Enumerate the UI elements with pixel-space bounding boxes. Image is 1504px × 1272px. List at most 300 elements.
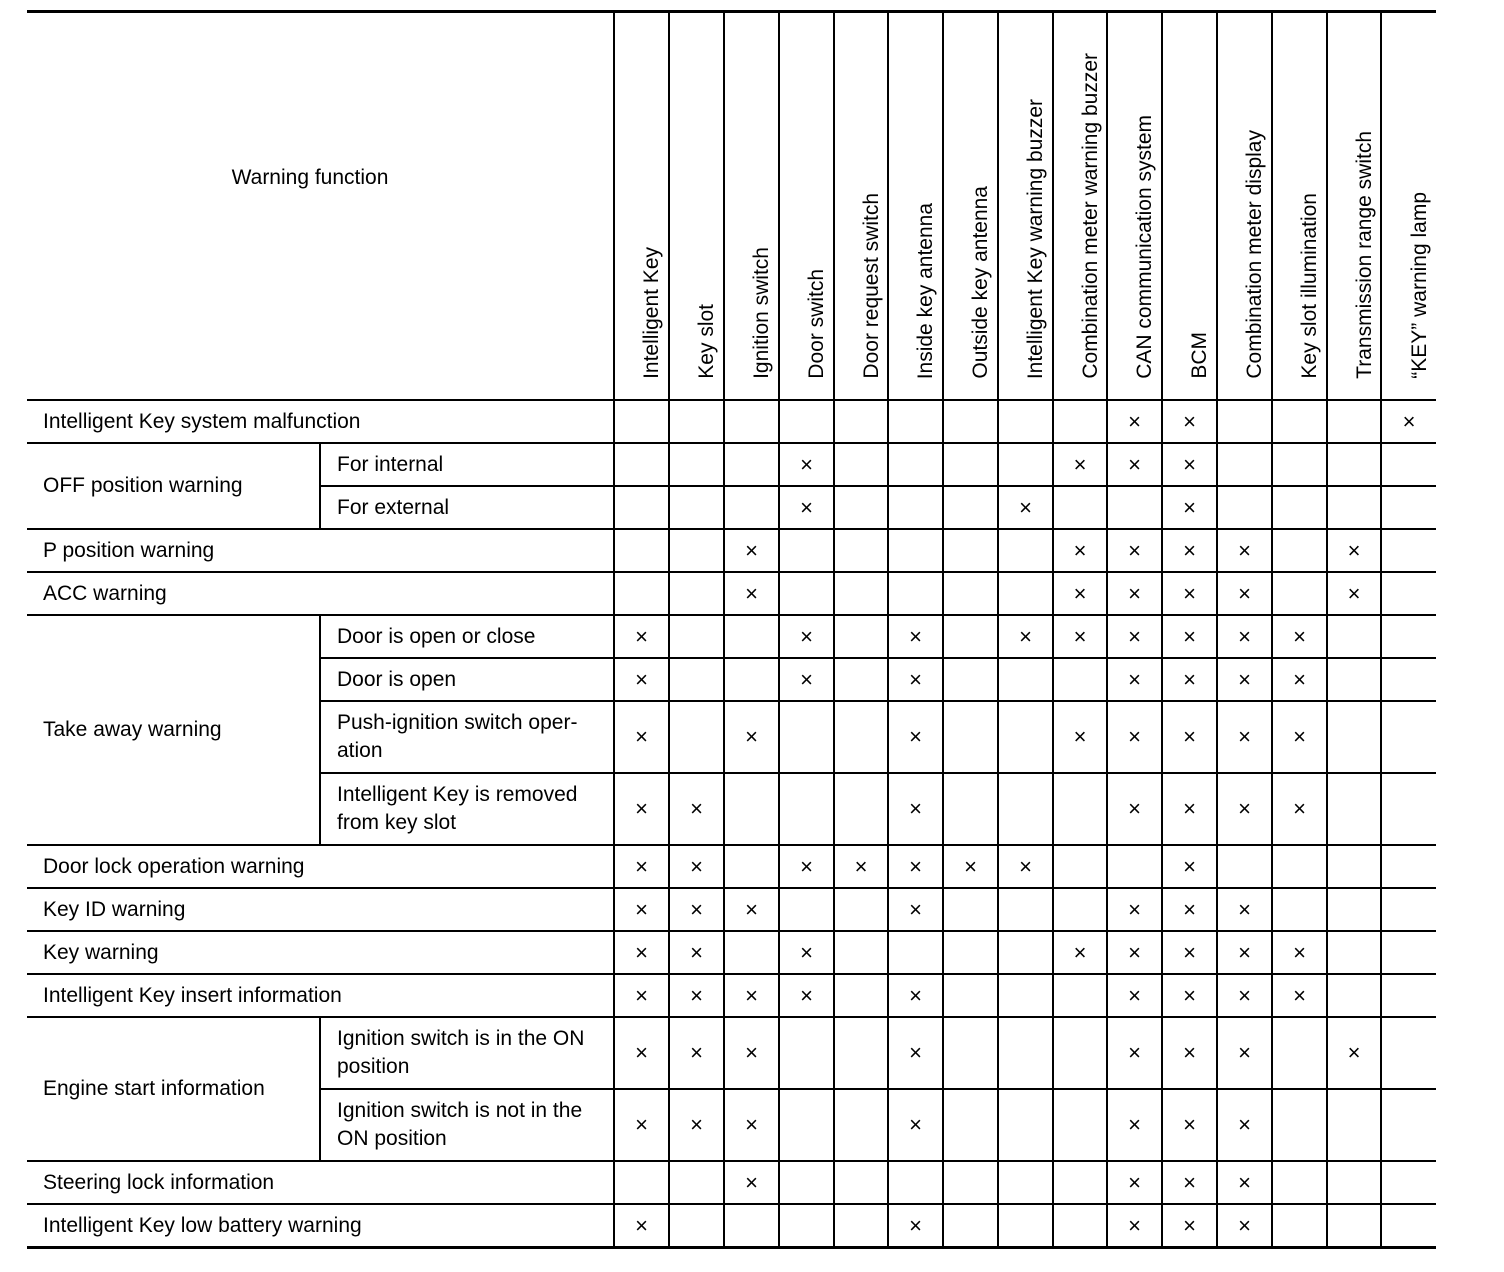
empty-cell [998,1017,1053,1089]
empty-cell [1327,1161,1381,1204]
table-row [27,572,1436,615]
mark-cell: × [614,615,669,658]
row-label: Steering lock information [27,1161,614,1204]
empty-cell [1381,615,1436,658]
mark-cell: × [669,845,724,888]
table-row [27,931,1436,974]
mark-cell: × [724,888,779,931]
empty-cell [614,1161,669,1204]
mark-cell: × [724,701,779,773]
mark-cell: × [1162,845,1217,888]
mark-cell: × [724,1017,779,1089]
mark-cell: × [1107,572,1162,615]
empty-cell [888,572,943,615]
empty-cell [1381,773,1436,845]
empty-cell [1107,845,1162,888]
empty-cell [998,1089,1053,1161]
mark-cell: × [614,931,669,974]
column-header-label: Transmission range switch [1352,131,1376,379]
mark-cell: × [888,615,943,658]
mark-cell: × [779,845,834,888]
mark-cell: × [779,658,834,701]
mark-cell: × [614,888,669,931]
empty-cell [943,1017,998,1089]
empty-cell [1053,1204,1107,1248]
table-row [27,443,1436,486]
empty-cell [1053,486,1107,529]
empty-cell [998,974,1053,1017]
mark-cell: × [1327,1017,1381,1089]
mark-cell: × [669,1089,724,1161]
column-header-label: Combination meter warning buzzer [1078,53,1102,379]
table-row [27,529,1436,572]
mark-cell: × [1107,701,1162,773]
column-header-label: Intelligent Key [640,247,663,379]
mark-cell: × [1107,773,1162,845]
mark-cell: × [943,845,998,888]
empty-cell [669,486,724,529]
mark-cell: × [1053,931,1107,974]
empty-cell [1327,443,1381,486]
mark-cell: × [1107,974,1162,1017]
mark-cell: × [1217,1089,1272,1161]
table-body [27,400,1436,1248]
mark-cell: × [888,658,943,701]
empty-cell [1272,529,1327,572]
mark-cell: × [669,773,724,845]
empty-cell [834,1089,888,1161]
mark-cell: × [1162,572,1217,615]
empty-cell [943,1089,998,1161]
warning-function-table-container [27,10,1435,1247]
empty-cell [1327,658,1381,701]
mark-cell: × [724,572,779,615]
empty-cell [943,443,998,486]
mark-cell: × [779,443,834,486]
empty-cell [779,888,834,931]
empty-cell [1327,615,1381,658]
mark-cell: × [779,974,834,1017]
mark-cell: × [1053,701,1107,773]
empty-cell [669,1161,724,1204]
empty-cell [614,443,669,486]
column-header [834,12,888,401]
empty-cell [1381,486,1436,529]
column-header-label: Combination meter display [1243,130,1266,379]
mark-cell: × [1162,1089,1217,1161]
row-label: P position warning [27,529,614,572]
mark-cell: × [1162,888,1217,931]
mark-cell: × [669,931,724,974]
empty-cell [834,1161,888,1204]
mark-cell: × [1053,572,1107,615]
column-header-label: Outside key antenna [969,186,992,379]
column-header [1162,12,1217,401]
empty-cell [834,658,888,701]
empty-cell [1272,888,1327,931]
mark-cell: × [669,1017,724,1089]
empty-cell [834,888,888,931]
mark-cell: × [1217,974,1272,1017]
mark-cell: × [1272,701,1327,773]
empty-cell [834,773,888,845]
row-sub-label: For internal [320,443,614,486]
column-header-label: BCM [1188,332,1211,379]
empty-cell [1327,1204,1381,1248]
mark-cell: × [1107,529,1162,572]
empty-cell [888,931,943,974]
mark-cell: × [1217,529,1272,572]
column-header-label: Key slot [695,304,718,379]
mark-cell: × [1162,443,1217,486]
empty-cell [888,1161,943,1204]
empty-cell [1272,1161,1327,1204]
column-header [1107,12,1162,401]
mark-cell: × [1107,443,1162,486]
empty-cell [998,658,1053,701]
empty-cell [998,400,1053,443]
mark-cell: × [1162,658,1217,701]
mark-cell: × [998,615,1053,658]
empty-cell [943,1161,998,1204]
empty-cell [779,701,834,773]
empty-cell [1327,845,1381,888]
empty-cell [943,615,998,658]
row-label: ACC warning [27,572,614,615]
mark-cell: × [614,845,669,888]
empty-cell [669,529,724,572]
empty-cell [724,658,779,701]
empty-cell [1381,1161,1436,1204]
empty-cell [998,1204,1053,1248]
row-label: Door lock operation warning [27,845,614,888]
mark-cell: × [834,845,888,888]
column-header [943,12,998,401]
empty-cell [724,931,779,974]
empty-cell [1053,658,1107,701]
empty-cell [888,443,943,486]
empty-cell [1053,1161,1107,1204]
mark-cell: × [888,773,943,845]
empty-cell [834,615,888,658]
mark-cell: × [1053,615,1107,658]
empty-cell [1327,888,1381,931]
mark-cell: × [888,845,943,888]
row-sub-label: For external [320,486,614,529]
mark-cell: × [1217,615,1272,658]
empty-cell [1381,1204,1436,1248]
empty-cell [724,845,779,888]
mark-cell: × [1107,931,1162,974]
row-group-label: Engine start information [27,1017,320,1161]
empty-cell [724,1204,779,1248]
table-row [27,400,1436,443]
column-header-label: Intelligent Key warning buzzer [1024,98,1047,379]
empty-cell [1327,400,1381,443]
column-header [998,12,1053,401]
mark-cell: × [724,1161,779,1204]
empty-cell [779,400,834,443]
mark-cell: × [1217,701,1272,773]
empty-cell [779,1089,834,1161]
mark-cell: × [1162,1161,1217,1204]
mark-cell: × [669,974,724,1017]
mark-cell: × [1327,572,1381,615]
column-header [1327,12,1381,401]
mark-cell: × [1107,1089,1162,1161]
table-row [27,1017,1436,1089]
empty-cell [998,443,1053,486]
empty-cell [1381,443,1436,486]
empty-cell [834,701,888,773]
empty-cell [1272,400,1327,443]
mark-cell: × [614,773,669,845]
table-row [27,845,1436,888]
table-row [27,1204,1436,1248]
empty-cell [1217,486,1272,529]
column-header [1272,12,1327,401]
empty-cell [1381,1089,1436,1161]
header-warning-function-label: Warning function [231,166,389,189]
empty-cell [1327,931,1381,974]
mark-cell: × [1107,1161,1162,1204]
empty-cell [1381,1017,1436,1089]
mark-cell: × [724,1089,779,1161]
mark-cell: × [724,529,779,572]
empty-cell [1381,701,1436,773]
row-label: Key ID warning [27,888,614,931]
mark-cell: × [1272,615,1327,658]
column-header [1053,12,1107,401]
column-header-label: Door request switch [859,193,883,379]
mark-cell: × [1272,974,1327,1017]
column-header [779,12,834,401]
empty-cell [1272,443,1327,486]
row-group-label: Take away warning [27,615,320,845]
empty-cell [614,572,669,615]
mark-cell: × [1162,529,1217,572]
empty-cell [943,400,998,443]
empty-cell [779,529,834,572]
row-sub-label: Ignition switch is not in the ON position [320,1089,614,1161]
warning-function-table [27,10,1436,1249]
mark-cell: × [1272,931,1327,974]
empty-cell [1053,1017,1107,1089]
mark-cell: × [1272,658,1327,701]
empty-cell [1053,888,1107,931]
column-header-label: CAN communication system [1133,115,1156,379]
empty-cell [888,486,943,529]
empty-cell [1327,486,1381,529]
empty-cell [779,1204,834,1248]
mark-cell: × [1053,529,1107,572]
table-row [27,974,1436,1017]
empty-cell [1272,486,1327,529]
empty-cell [1272,845,1327,888]
empty-cell [1327,974,1381,1017]
empty-cell [614,529,669,572]
mark-cell: × [779,486,834,529]
mark-cell: × [888,1089,943,1161]
mark-cell: × [1381,400,1436,443]
empty-cell [1381,888,1436,931]
mark-cell: × [888,1204,943,1248]
empty-cell [1107,486,1162,529]
empty-cell [834,486,888,529]
empty-cell [669,400,724,443]
mark-cell: × [1217,572,1272,615]
empty-cell [724,773,779,845]
mark-cell: × [1217,1161,1272,1204]
empty-cell [888,529,943,572]
empty-cell [1272,1089,1327,1161]
mark-cell: × [1162,1017,1217,1089]
empty-cell [1381,529,1436,572]
mark-cell: × [1107,1017,1162,1089]
empty-cell [1327,1089,1381,1161]
empty-cell [998,888,1053,931]
empty-cell [1053,845,1107,888]
empty-cell [998,931,1053,974]
mark-cell: × [1162,486,1217,529]
mark-cell: × [888,701,943,773]
row-sub-label: Intelligent Key is removed from key slot [320,773,614,845]
mark-cell: × [888,888,943,931]
empty-cell [1272,1017,1327,1089]
empty-cell [1217,400,1272,443]
empty-cell [834,400,888,443]
empty-cell [834,572,888,615]
mark-cell: × [1162,773,1217,845]
mark-cell: × [1327,529,1381,572]
mark-cell: × [1107,658,1162,701]
empty-cell [834,931,888,974]
mark-cell: × [614,974,669,1017]
row-label: Intelligent Key low battery warning [27,1204,614,1248]
empty-cell [614,400,669,443]
mark-cell: × [1053,443,1107,486]
empty-cell [724,443,779,486]
empty-cell [943,773,998,845]
table-row [27,1161,1436,1204]
empty-cell [834,974,888,1017]
column-header [669,12,724,401]
row-sub-label: Ignition switch is in the ON position [320,1017,614,1089]
empty-cell [1217,443,1272,486]
row-sub-label: Door is open or close [320,615,614,658]
mark-cell: × [614,1204,669,1248]
mark-cell: × [1217,888,1272,931]
empty-cell [669,443,724,486]
empty-cell [943,974,998,1017]
empty-cell [1381,845,1436,888]
column-header-label: Key slot illumination [1298,193,1321,379]
mark-cell: × [1162,974,1217,1017]
row-label: Key warning [27,931,614,974]
empty-cell [1053,974,1107,1017]
empty-cell [943,1204,998,1248]
mark-cell: × [1107,400,1162,443]
empty-cell [1272,1204,1327,1248]
mark-cell: × [1107,888,1162,931]
empty-cell [834,443,888,486]
column-header [724,12,779,401]
empty-cell [724,400,779,443]
empty-cell [943,529,998,572]
empty-cell [998,773,1053,845]
empty-cell [998,1161,1053,1204]
row-sub-label: Door is open [320,658,614,701]
empty-cell [1053,773,1107,845]
column-header-label: Door switch [805,269,828,379]
empty-cell [943,931,998,974]
empty-cell [943,572,998,615]
column-header [1381,12,1436,401]
empty-cell [779,572,834,615]
empty-cell [614,486,669,529]
row-label: Intelligent Key system malfunction [27,400,614,443]
empty-cell [1327,701,1381,773]
mark-cell: × [1107,615,1162,658]
mark-cell: × [1217,1204,1272,1248]
empty-cell [779,1017,834,1089]
mark-cell: × [1162,701,1217,773]
empty-cell [1272,572,1327,615]
column-header [1217,12,1272,401]
column-header [888,12,943,401]
mark-cell: × [724,974,779,1017]
table-row [27,888,1436,931]
mark-cell: × [614,658,669,701]
empty-cell [1381,658,1436,701]
mark-cell: × [614,1017,669,1089]
mark-cell: × [1217,931,1272,974]
column-header-label: Inside key antenna [914,202,937,379]
empty-cell [724,615,779,658]
empty-cell [1053,1089,1107,1161]
empty-cell [998,701,1053,773]
mark-cell: × [1272,773,1327,845]
mark-cell: × [669,888,724,931]
empty-cell [669,701,724,773]
header-row [27,12,1436,401]
empty-cell [1327,773,1381,845]
column-header [614,12,669,401]
empty-cell [834,1204,888,1248]
empty-cell [669,615,724,658]
mark-cell: × [1162,1204,1217,1248]
empty-cell [834,529,888,572]
row-label: Intelligent Key insert information [27,974,614,1017]
empty-cell [1217,845,1272,888]
mark-cell: × [1162,400,1217,443]
empty-cell [943,658,998,701]
empty-cell [779,1161,834,1204]
mark-cell: × [779,931,834,974]
empty-cell [888,400,943,443]
empty-cell [1381,931,1436,974]
mark-cell: × [1162,615,1217,658]
mark-cell: × [1217,773,1272,845]
empty-cell [943,486,998,529]
mark-cell: × [888,1017,943,1089]
empty-cell [943,701,998,773]
mark-cell: × [1217,1017,1272,1089]
empty-cell [943,888,998,931]
column-header-label: “KEY” warning lamp [1407,192,1431,379]
mark-cell: × [1162,931,1217,974]
header-warning-function [27,12,614,401]
